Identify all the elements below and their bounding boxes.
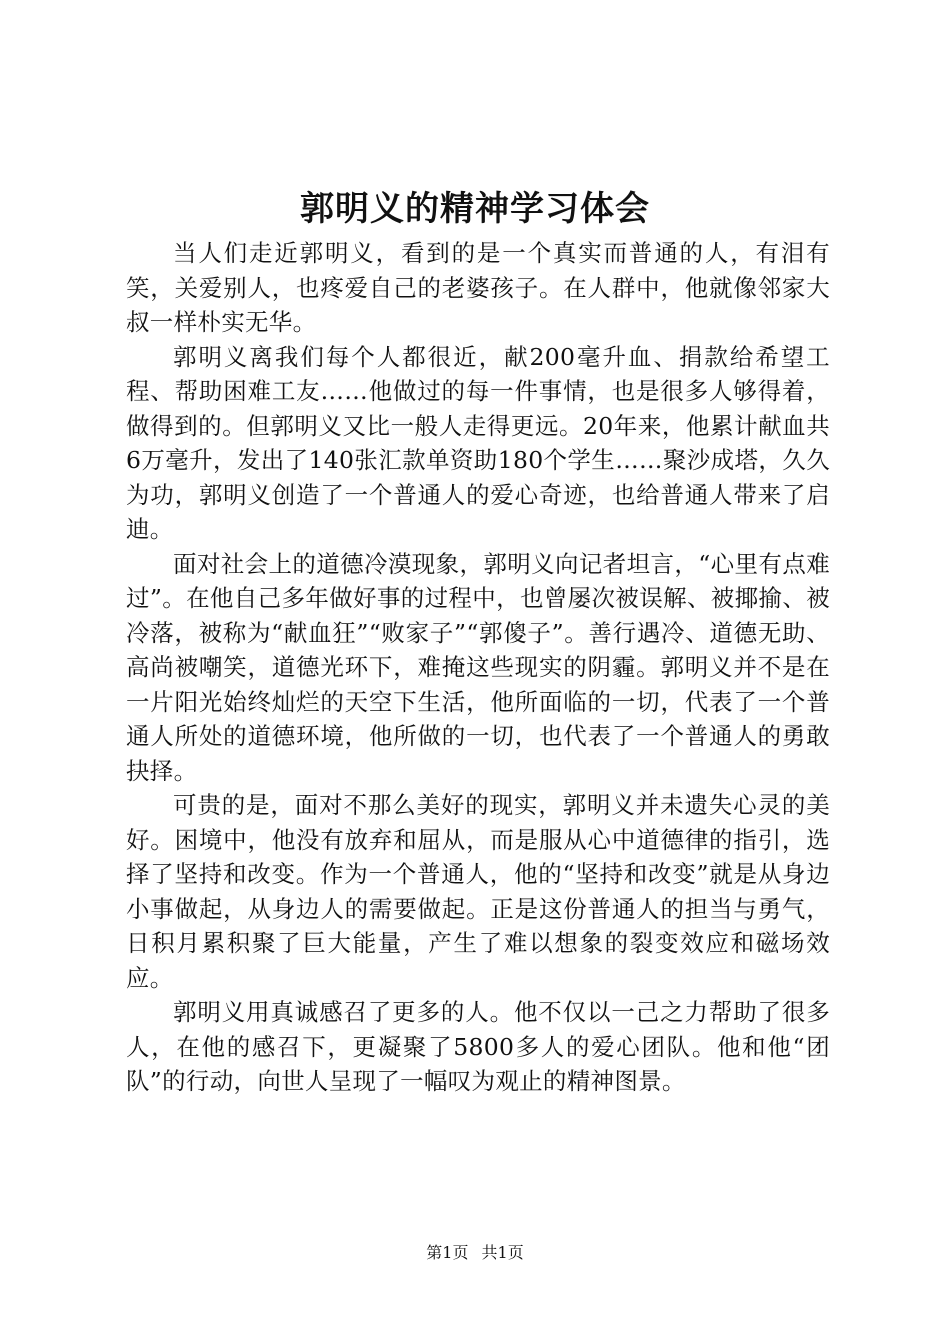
page-footer xyxy=(0,1242,950,1264)
paragraph: 当人们走近郭明义，看到的是一个真实而普通的人，有泪有笑，关爱别人，也疼爱自己的老婆孩子。在人群中，他就像邻家大叔一样朴实无华。 xyxy=(126,239,830,336)
document-title: 郭明义的精神学习体会 xyxy=(300,189,650,229)
document-body xyxy=(126,236,830,1099)
paragraph: 郭明义用真诚感召了更多的人。他不仅以一己之力帮助了很多人，在他的感召下，更凝聚了5800多人的爱心团队。他和他“团队”的行动，向世人呈现了一幅叹为观止的精神图景。 xyxy=(126,998,830,1095)
paragraph: 面对社会上的道德冷漠现象，郭明义向记者坦言，“心里有点难过”。在他自己多年做好事的过程中，也曾屡次被误解、被揶揄、被冷落，被称为“献血狂”“败家子”“郭傻子”。善行遇冷、道德无助、高尚被嘲笑，道德光环下，难掩这些现实的阴霾。郭明义并不是在一片阳光始终灿烂的天空下生活，他所面临的一切，代表了一个普通人所处的道德环境，他所做的一切，也代表了一个普通人的勇敢抉择。 xyxy=(126,549,830,785)
paragraph: 可贵的是，面对不那么美好的现实，郭明义并未遗失心灵的美好。困境中，他没有放弃和屈从，而是服从心中道德律的指引，选择了坚持和改变。作为一个普通人，他的“坚持和改变”就是从身边小事做起，从身边人的需要做起。正是这份普通人的担当与勇气，日积月累积聚了巨大能量，产生了难以想象的裂变效应和磁场效应。 xyxy=(126,791,830,992)
page-number-total: 共1页 xyxy=(481,1243,524,1262)
page-number-current: 第1页 xyxy=(426,1243,469,1262)
paragraph: 郭明义离我们每个人都很近，献200毫升血、捐款给希望工程、帮助困难工友……他做过的每一件事情，也是很多人够得着，做得到的。但郭明义又比一般人走得更远。20年来，他累计献血共6万毫升，发出了140张汇款单资助180个学生……聚沙成塔，久久为功，郭明义创造了一个普通人的爱心奇迹，也给普通人带来了启迪。 xyxy=(126,342,830,543)
